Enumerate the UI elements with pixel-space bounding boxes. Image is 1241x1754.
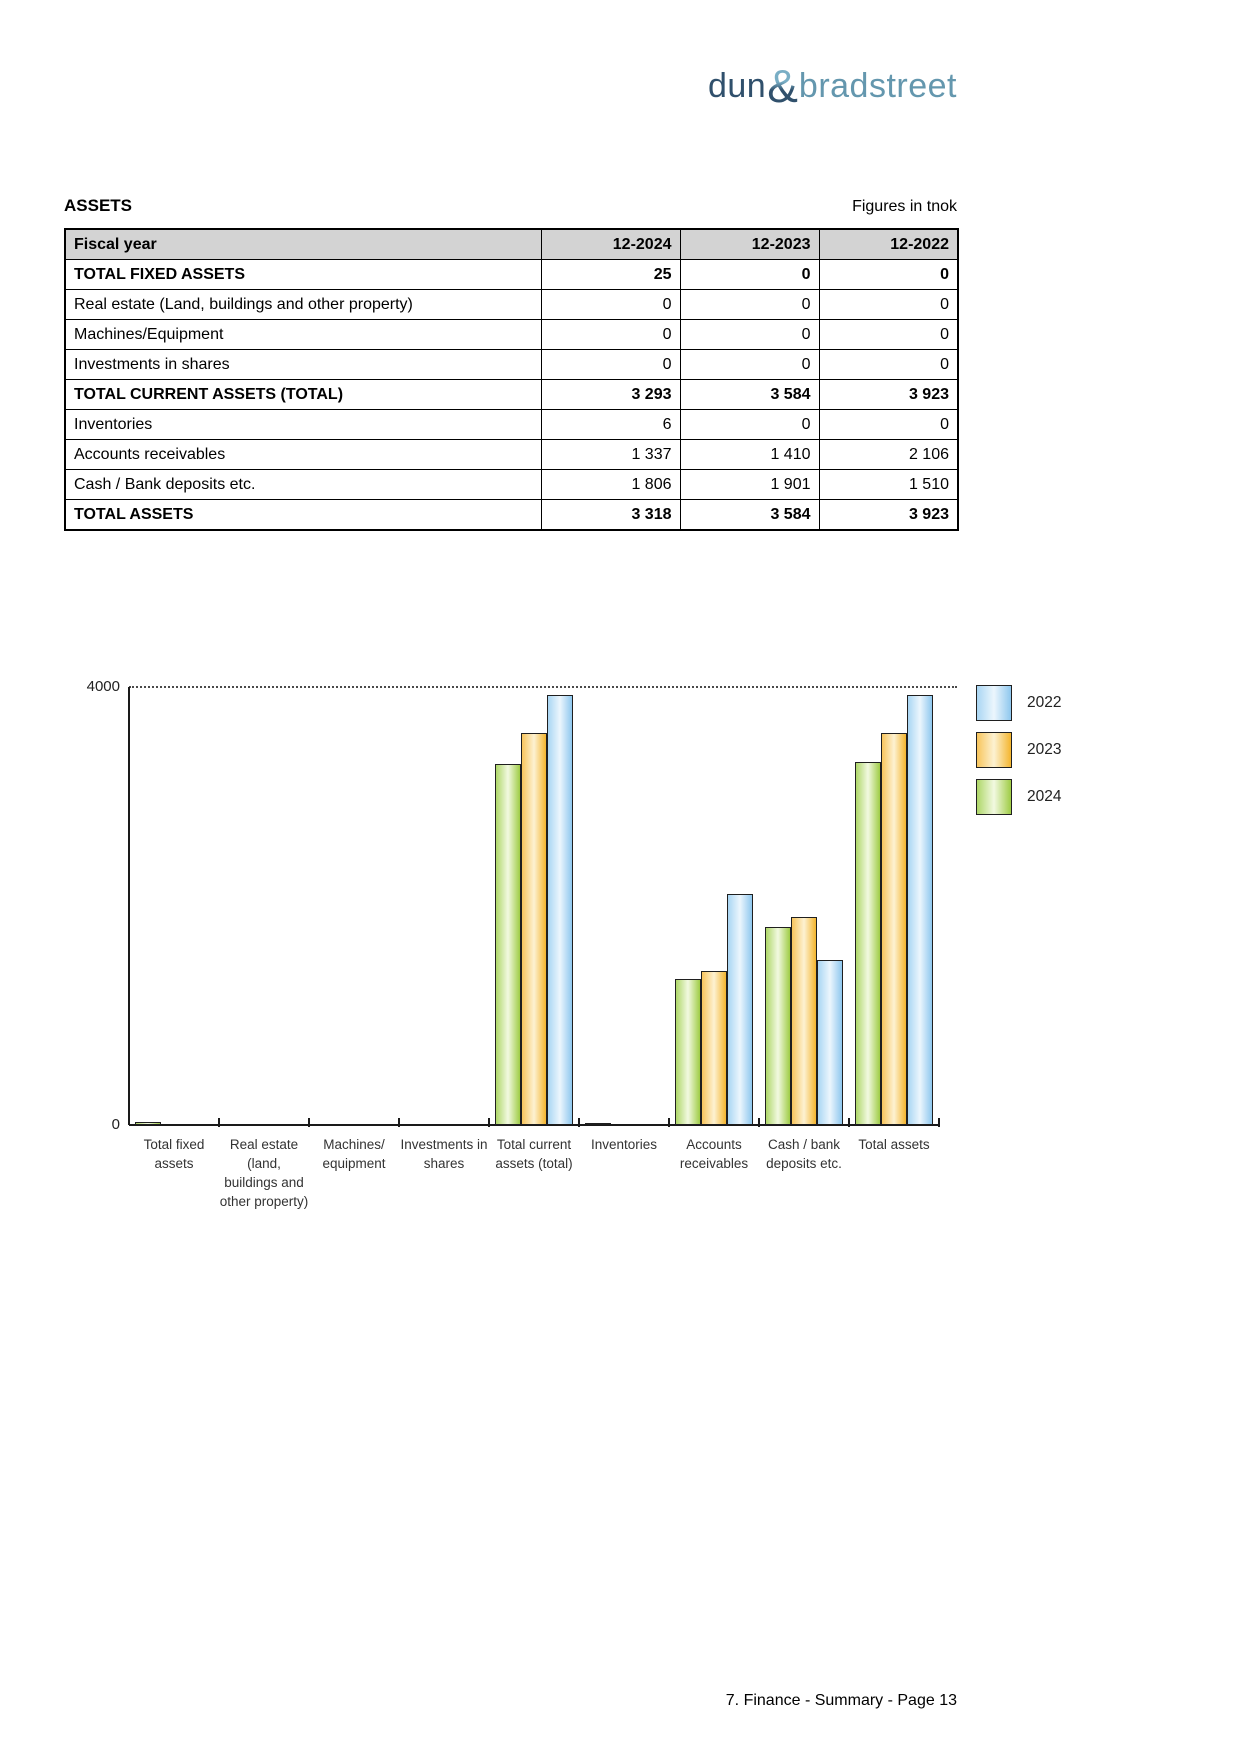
table-cell-value: 0: [680, 410, 819, 440]
chart-group-accounts-receivables: [669, 687, 759, 1125]
column-header-12-2024: 12-2024: [541, 229, 680, 260]
legend-item-2024: [976, 779, 1061, 815]
category-label-total-assets: Total assets: [858, 1137, 930, 1152]
legend-swatch-2022: [976, 685, 1012, 721]
bar-2023-cash-bank-deposits: [791, 917, 817, 1125]
y-axis-label-max: 4000: [86, 678, 120, 695]
table-cell-value: 3 584: [680, 380, 819, 410]
x-axis-tick: [938, 1118, 940, 1127]
table-cell-value: 3 584: [680, 500, 819, 531]
table-cell-value: 0: [680, 260, 819, 290]
category-label-real-estate: Real estate (land, buildings and other property): [219, 1137, 309, 1209]
chart-legend: [976, 685, 1061, 826]
table-cell-label: Inventories: [65, 410, 541, 440]
bar-2022-total-assets: [907, 695, 933, 1125]
category-label-total-current-assets: Total current assets (total): [495, 1137, 573, 1171]
table-cell-value: 0: [680, 350, 819, 380]
category-label-total-fixed-assets: Total fixed assets: [143, 1137, 205, 1171]
table-cell-value: 3 923: [819, 500, 958, 531]
bar-2024-total-assets: [855, 762, 881, 1125]
bar-2024-accounts-receivables: [675, 979, 701, 1125]
bar-2022-total-current-assets: [547, 695, 573, 1125]
chart-group-total-fixed-assets: [129, 687, 219, 1125]
chart-group-machines-equipment: [309, 687, 399, 1125]
table-cell-label: Investments in shares: [65, 350, 541, 380]
table-cell-value: 0: [541, 290, 680, 320]
table-cell-value: 3 923: [819, 380, 958, 410]
table-cell-value: 0: [819, 320, 958, 350]
table-cell-value: 0: [819, 260, 958, 290]
column-header-12-2023: 12-2023: [680, 229, 819, 260]
chart-group-investments-in-shares: [399, 687, 489, 1125]
page-footer: 7. Finance - Summary - Page 13: [725, 1692, 957, 1709]
table-cell-value: 3 318: [541, 500, 680, 531]
page-title: ASSETS: [64, 196, 133, 215]
chart-group-total-current-assets: [489, 687, 579, 1125]
logo-text-dun: dun: [707, 67, 767, 105]
table-cell-label: Real estate (Land, buildings and other property): [65, 290, 541, 320]
bar-2022-accounts-receivables: [727, 894, 753, 1125]
category-label-cash-bank-deposits: Cash / bank deposits etc.: [766, 1137, 842, 1171]
table-cell-value: 0: [541, 350, 680, 380]
bar-2023-total-current-assets: [521, 733, 547, 1125]
category-label-machines-equipment: Machines/ equipment: [322, 1137, 386, 1171]
table-cell-value: 2 106: [819, 440, 958, 470]
table-cell-label: TOTAL CURRENT ASSETS (TOTAL): [65, 380, 541, 410]
category-label-accounts-receivables: Accounts receivables: [679, 1137, 749, 1171]
table-cell-value: 1 510: [819, 470, 958, 500]
unit-note: Figures in tnok: [852, 198, 957, 215]
legend-item-2023: [976, 732, 1061, 768]
bar-2023-total-assets: [881, 733, 907, 1125]
chart-group-inventories: [579, 687, 669, 1125]
legend-swatch-2023: [976, 732, 1012, 768]
bar-2024-total-current-assets: [495, 764, 521, 1125]
chart-plot: [129, 687, 939, 1125]
legend-swatch-2024: [976, 779, 1012, 815]
table-cell-value: 0: [819, 410, 958, 440]
category-label-inventories: Inventories: [590, 1137, 658, 1152]
table-cell-value: 1 806: [541, 470, 680, 500]
table-cell-value: 1 901: [680, 470, 819, 500]
category-label-investments-in-shares: Investments in shares: [400, 1137, 488, 1171]
column-header-12-2022: 12-2022: [819, 229, 958, 260]
table-cell-value: 0: [819, 290, 958, 320]
chart-group-cash-bank-deposits: [759, 687, 849, 1125]
table-cell-label: TOTAL FIXED ASSETS: [65, 260, 541, 290]
legend-label-2022: 2022: [1027, 694, 1062, 711]
y-axis-label-zero: 0: [111, 1116, 120, 1133]
table-cell-value: 3 293: [541, 380, 680, 410]
table-cell-label: Accounts receivables: [65, 440, 541, 470]
table-cell-value: 0: [680, 320, 819, 350]
table-cell-label: Cash / Bank deposits etc.: [65, 470, 541, 500]
column-header-fiscal-year: Fiscal year: [65, 229, 541, 260]
logo-text-bradstreet: bradstreet: [798, 67, 957, 105]
bar-2023-accounts-receivables: [701, 971, 727, 1125]
chart-group-total-assets: [849, 687, 939, 1125]
bar-2024-cash-bank-deposits: [765, 927, 791, 1125]
table-cell-value: 0: [819, 350, 958, 380]
table-cell-label: TOTAL ASSETS: [65, 500, 541, 531]
bar-2024-inventories: [585, 1123, 611, 1125]
logo-ampersand-icon: &: [767, 60, 798, 112]
chart-group-real-estate: [219, 687, 309, 1125]
table-cell-value: 6: [541, 410, 680, 440]
table-cell-value: 1 410: [680, 440, 819, 470]
bar-2022-cash-bank-deposits: [817, 960, 843, 1125]
table-cell-value: 0: [541, 320, 680, 350]
legend-label-2023: 2023: [1027, 741, 1062, 758]
bar-2024-total-fixed-assets: [135, 1122, 161, 1125]
legend-label-2024: 2024: [1027, 788, 1062, 805]
table-cell-value: 25: [541, 260, 680, 290]
legend-item-2022: [976, 685, 1061, 721]
table-cell-label: Machines/Equipment: [65, 320, 541, 350]
table-cell-value: 0: [680, 290, 819, 320]
table-cell-value: 1 337: [541, 440, 680, 470]
